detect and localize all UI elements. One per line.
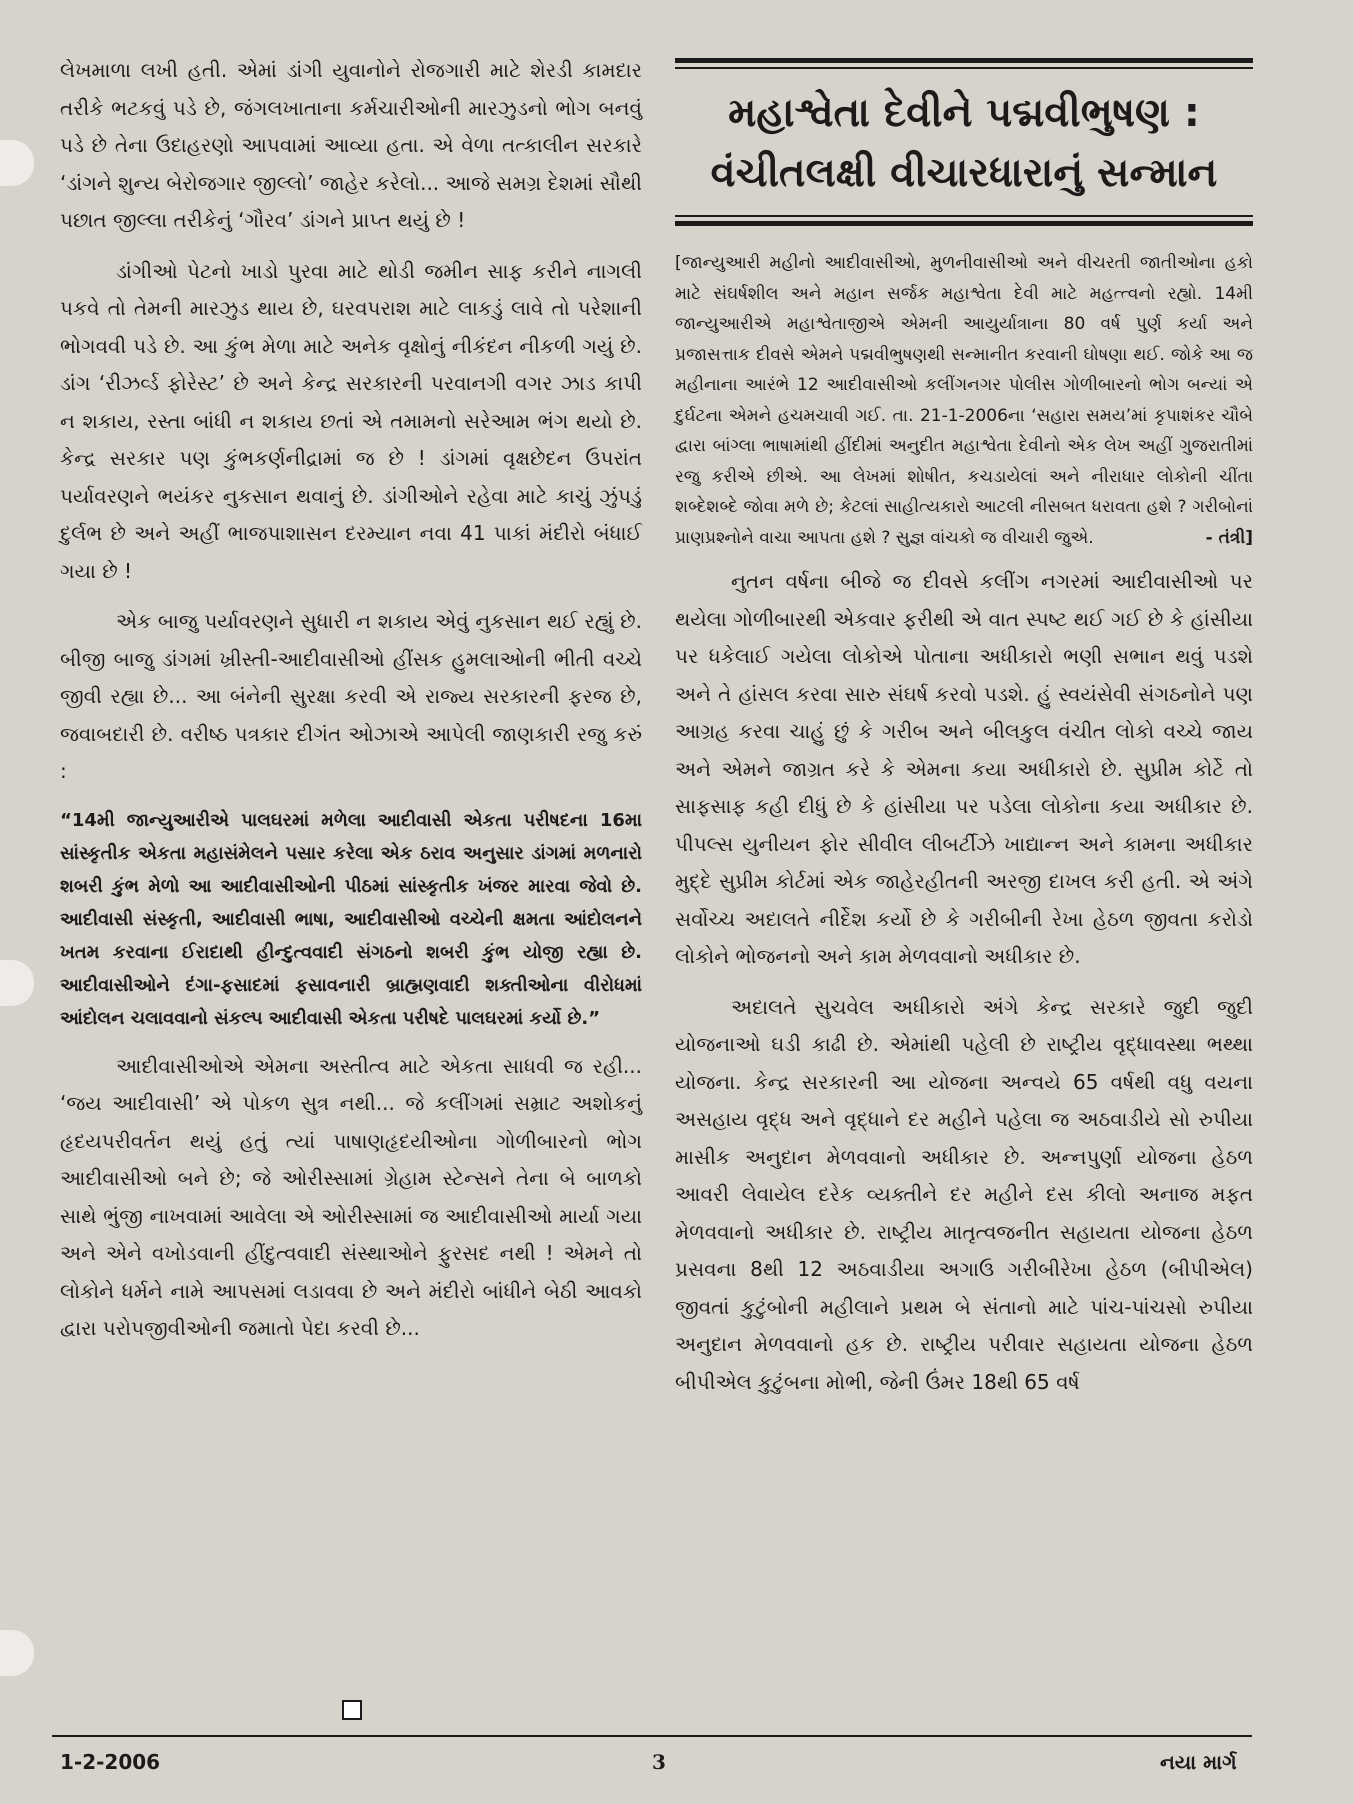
left-paragraph-4: આદીવાસીઓએ એમના અસ્તીત્વ માટે એકતા સાધવી જ રહી... ‘જય આદીવાસી’ એ પોકળ સુત્ર નથી... જે કલીંગમાં સમ્રાટ અશોકનું હૃદયપરીવર્તન થયું હતું ત્યાં પાષાણહૃદયીઓના ગોળીબારનો ભોગ આદીવાસીઓ બને છે; જે ઓરીસ્સામાં ગ્રેહામ સ્ટેન્સને તેના બે બાળકો સાથે ભુંજી નાખવામાં આવેલા એ ઓરીસ્સામાં જ આદીવાસીઓ માર્યા ગયા અને એને વખોડવાની હીંદુત્વવાદી સંસ્થાઓને ફુરસદ નથી ! એમને તો લોકોને ધર્મને નામે આપસમાં લડાવવા છે અને મંદીરો બાંધીને બેઠી આવકો દ્વારા પરોપજીવીઓની જમાતો પેદા કરવી છે... [60, 1053, 642, 1340]
punch-hole [0, 960, 34, 1006]
right-paragraph-1: નુતન વર્ષના બીજે જ દીવસે કલીંગ નગરમાં આદીવાસીઓ પર થયેલા ગોળીબારથી એકવાર ફરીથી એ વાત સ્પષ્ટ થઈ ગઈ છે કે હાંસીયા પર ધકેલાઈ ગયેલા લોકોએ પોતાના અધીકારો ભણી સભાન થવું પડશે અને તે હાંસલ કરવા સારુ સંઘર્ષ કરવો પડશે. હું સ્વયંસેવી સંગઠનોને પણ આગ્રહ કરવા ચાહું છું કે ગરીબ અને બીલકુલ વંચીત લોકો વચ્ચે જાય અને એમને જાગ્રત કરે કે એમના કયા અધીકારો છે. સુપ્રીમ કોર્ટે તો સાફસાફ કહી દીધું છે કે હાંસીયા પર પડેલા લોકોના કયા અધીકાર છે. પીપલ્સ યુનીયન ફોર સીવીલ લીબર્ટીઝે ખાદ્યાન્ન અને કામના અધીકાર મુદ્દે સુપ્રીમ કોર્ટમાં એક જાહેરહીતની અરજી દાખલ કરી હતી. એ અંગે સર્વોચ્ચ અદાલતે નીર્દેશ કર્યો છે કે ગરીબીની રેખા હેઠળ જીવતા કરોડો લોકોને ભોજનનો અને કામ મેળવવાનો અધીકાર છે. [675, 569, 1253, 968]
left-paragraph-1: લેખમાળા લખી હતી. એમાં ડાંગી યુવાનોને રોજગારી માટે શેરડી કામદાર તરીકે ભટકવું પડે છે, જંગલખાતાના કર્મચારીઓની મારઝુડનો ભોગ બનવું પડે છે તેના ઉદાહરણો આપવામાં આવ્યા હતા. એ વેળા તત્કાલીન સરકારે ‘ડાંગને શુન્ય બેરોજગાર જીલ્લો’ જાહેર કરેલો... આજે સમગ્ર દેશમાં સૌથી પછાત જીલ્લા તરીકેનું ‘ગૌરવ’ ડાંગને પ્રાપ્ત થયું છે ! [60, 58, 642, 232]
editor-intro-text: [જાન્યુઆરી મહીનો આદીવાસીઓ, મુળનીવાસીઓ અને વીચરતી જાતીઓના હકો માટે સંઘર્ષશીલ અને મહાન સર્જક મહાશ્વેતા દેવી માટે મહત્ત્વનો રહ્યો. 14મી જાન્યુઆરીએ મહાશ્વેતાજીએ એમની આયુર્યાત્રાના 80 વર્ષ પુર્ણ કર્યા અને પ્રજાસત્તાક દીવસે એમને પદ્મવીભુષણથી સન્માનીત કરવાની ઘોષણા થઈ. જોકે આ જ મહીનાના આરંભે 12 આદીવાસીઓ કલીંગનગર પોલીસ ગોળીબારનો ભોગ બન્યાં એ દુર્ઘટના એમને હચમચાવી ગઈ. તા. 21-1-2006ના ‘સહારા સમય’માં કૃપાશંકર ચૌબે દ્વારા બાંગ્લા ભાષામાંથી હીંદીમાં અનુદીત મહાશ્વેતા દેવીનો એક લેખ અહીં ગુજરાતીમાં રજુ કરીએ છીએ. આ લેખમાં શોષીત, કચડાયેલાં અને નીરાધાર લોકોની ચીંતા શબ્દેશબ્દે જોવા મળે છે; કેટલાં સાહીત્યકારો આટલી નીસબત ધરાવતા હશે ? ગરીબોનાં પ્રાણપ્રશ્નોને વાચા આપતા હશે ? સુજ્ઞ વાંચકો જ વીચારી જુએ. [675, 253, 1253, 548]
editor-signature: - તંત્રી] [1205, 527, 1253, 548]
punch-hole [0, 140, 34, 186]
punch-hole [0, 1630, 34, 1676]
page-number: 3 [652, 1750, 666, 1774]
end-of-article-mark [342, 1700, 362, 1720]
footer-rule [52, 1735, 1252, 1737]
headline-line-2: વંચીતલક્ષી વીચારધારાનું સન્માન [710, 150, 1218, 196]
right-column [675, 58, 1253, 1414]
headline-top-rule-thin [675, 67, 1253, 69]
headline-line-1: મહાશ્વેતા દેવીને પદ્મવીભુષણ : [728, 90, 1200, 136]
footer-date: 1-2-2006 [60, 1750, 161, 1774]
editor-intro [675, 248, 1253, 553]
headline-bottom-rule [675, 221, 1253, 226]
headline [675, 83, 1253, 203]
headline-bottom-rule-thin [675, 215, 1253, 217]
headline-top-rule [675, 58, 1253, 63]
left-quote: “14મી જાન્યુઆરીએ પાલઘરમાં મળેલા આદીવાસી એકતા પરીષદના 16મા સાંસ્કૃતીક એકતા મહાસંમેલને પસાર કરેલા એક ઠરાવ અનુસાર ડાંગમાં મળનારો શબરી કુંભ મેળો આ આદીવાસીઓની પીઠમાં સાંસ્કૃતીક ખંજર મારવા જેવો છે. આદીવાસી સંસ્કૃતી, આદીવાસી ભાષા, આદીવાસીઓ વચ્ચેની ક્ષમતા આંદોલનને ખતમ કરવાના ઈરાદાથી હીન્દુત્વવાદી સંગઠનો શબરી કુંભ યોજી રહ્યા છે. આદીવાસીઓને દંગા-ફસાદમાં ફસાવનારી બ્રાહ્મણવાદી શક્તીઓના વીરોધમાં આંદોલન ચલાવવાનો સંકલ્પ આદીવાસી એકતા પરીષદે પાલઘરમાં કર્યો છે.” [60, 809, 642, 1029]
right-paragraph-2: અદાલતે સુચવેલ અધીકારો અંગે કેન્દ્ર સરકારે જુદી જુદી યોજનાઓ ઘડી કાઢી છે. એમાંથી પહેલી છે રાષ્ટ્રીય વૃદ્ધાવસ્થા ભથ્થા યોજના. કેન્દ્ર સરકારની આ યોજના અન્વયે 65 વર્ષથી વધુ વયના અસહાય વૃદ્ધ અને વૃદ્ધાને દર મહીને પહેલા જ અઠવાડીયે સો રુપીયા માસીક અનુદાન મેળવવાનો અધીકાર છે. અન્નપુર્ણા યોજના હેઠળ આવરી લેવાયેલ દરેક વ્યક્તીને દર મહીને દસ કીલો અનાજ મફત મેળવવાનો અધીકાર છે. રાષ્ટ્રીય માતૃત્વજનીત સહાયતા યોજના હેઠળ પ્રસવના 8થી 12 અઠવાડીયા અગાઉ ગરીબીરેખા હેઠળ (બીપીએલ) જીવતાં કુટુંબોની મહીલાને પ્રથમ બે સંતાનો માટે પાંચ-પાંચસો રુપીયા અનુદાન મેળવવાનો હક છે. રાષ્ટ્રીય પરીવાર સહાયતા યોજના હેઠળ બીપીએલ કુટુંબના મોભી, જેની ઉંમર 18થી 65 વર્ષ [675, 994, 1253, 1394]
publication-name: નયા માર્ગ [1160, 1750, 1237, 1774]
left-paragraph-3: એક બાજુ પર્યાવરણને સુધારી ન શકાય એવું નુકસાન થઈ રહ્યું છે. બીજી બાજુ ડાંગમાં ખ્રીસ્તી-આદીવાસીઓ હીંસક હુમલાઓની ભીતી વચ્ચે જીવી રહ્યા છે... આ બંનેની સુરક્ષા કરવી એ રાજ્ય સરકારની ફરજ છે, જવાબદારી છે. વરીષ્ઠ પત્રકાર દીગંત ઓઝાએ આપેલી જાણકારી રજુ કરું : [60, 609, 642, 783]
left-column [60, 52, 642, 1361]
left-paragraph-2: ડાંગીઓ પેટનો ખાડો પુરવા માટે થોડી જમીન સાફ કરીને નાગલી પકવે તો તેમની મારઝુડ થાય છે, ઘરવપરાશ માટે લાકડું લાવે તો પરેશાની ભોગવવી પડે છે. આ કુંભ મેળા માટે અનેક વૃક્ષોનું નીકંદન નીકળી ગયું છે. ડાંગ ‘રીઝર્વ્ડ ફોરેસ્ટ’ છે અને કેન્દ્ર સરકારની પરવાનગી વગર ઝાડ કાપી ન શકાય, રસ્તા બાંધી ન શકાય છતાં એ તમામનો સરેઆમ ભંગ થયો છે. કેન્દ્ર સરકાર પણ કુંભકર્ણનીદ્રામાં જ છે ! ડાંગમાં વૃક્ષછેદન ઉપરાંત પર્યાવરણને ભયંકર નુકસાન થવાનું છે. ડાંગીઓને રહેવા માટે કાચું ઝુંપડું દુર્લભ છે અને અહીં ભાજપાશાસન દરમ્યાન નવા 41 પાકાં મંદીરો બંધાઈ ગયા છે ! [60, 258, 642, 583]
